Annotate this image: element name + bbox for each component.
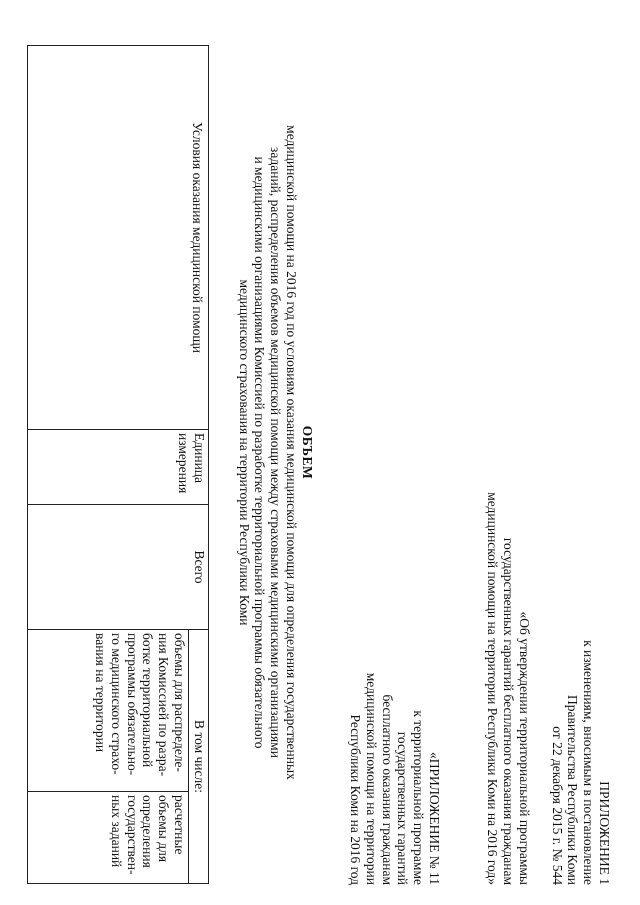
appendix-line: Правительства Республики Коми <box>565 694 581 885</box>
document-title <box>299 0 315 905</box>
resolution-title <box>485 492 532 885</box>
header-commission-volumes <box>28 630 189 792</box>
program-appendix-line: государственных гарантий <box>395 731 411 885</box>
header-including-text: В том числе: <box>192 720 207 793</box>
estimated-line: государствен- <box>124 795 140 875</box>
appendix-line: к изменениям, вносимым в постановление <box>581 640 597 885</box>
program-appendix-line: «ПРИЛОЖЕНИЕ № 11 <box>427 751 442 885</box>
appendix-header <box>549 640 612 885</box>
document-title-text: ОБЪЕМ <box>300 425 315 480</box>
header-conditions <box>28 46 209 430</box>
resolution-title-line: «Об утверждении территориальной программы <box>517 611 532 885</box>
header-unit-line: Единица <box>192 433 207 484</box>
estimated-line: объемы для <box>156 795 172 863</box>
commission-line: вания на территории <box>93 633 109 753</box>
commission-line: ния Комиссией по разра- <box>156 633 172 777</box>
header-conditions-text: Условия оказания медицинской помощи <box>190 121 205 354</box>
resolution-title-line: государственных гарантий бесплатного оказания гражданам <box>501 537 517 885</box>
commission-line: ботке территориальной <box>140 633 156 768</box>
subtitle-line: и медицинскими организациями Комиссией по разработке территориальной программы обязательного <box>252 156 268 749</box>
header-total-text: Всего <box>192 550 207 584</box>
header-unit <box>28 430 209 505</box>
subtitle-line: заданий, распределения объемов медицинской помощи между страховыми медицинскими организациями <box>268 147 284 758</box>
program-appendix-line: к территориальной программе <box>411 710 427 885</box>
header-estimated-volumes <box>28 792 189 884</box>
program-appendix-line: медицинской помощи на территории <box>363 672 379 885</box>
estimated-line: расчетные <box>172 795 187 855</box>
header-including <box>189 630 209 884</box>
subtitle-line: медицинского страхования на территории Республики Коми <box>236 279 252 626</box>
commission-line: го медицинского страхо- <box>108 633 124 775</box>
estimated-line: определения <box>140 795 156 868</box>
program-appendix-line: Республики Коми на 2016 год <box>348 714 364 885</box>
program-appendix-line: бесплатного оказания гражданам <box>379 694 395 885</box>
program-appendix-header <box>347 673 442 885</box>
commission-line: объемы для распределе- <box>172 633 187 773</box>
document-subtitle <box>236 0 299 905</box>
header-unit-line: измерения <box>176 433 192 494</box>
estimated-line: ных заданий <box>108 795 124 868</box>
appendix-line: от 22 декабря 2015 г. № 544 <box>549 726 565 885</box>
header-total <box>28 505 209 630</box>
commission-line: программы обязательно- <box>124 633 140 776</box>
volume-table <box>27 45 209 884</box>
resolution-title-line: медицинской помощи на территории Республики Коми на 2016 год» <box>485 492 501 885</box>
subtitle-line: медицинской помощи на 2016 год по условиям оказания медицинской помощи для определения государственных <box>284 125 299 780</box>
appendix-line: ПРИЛОЖЕНИЕ 1 <box>597 781 612 885</box>
